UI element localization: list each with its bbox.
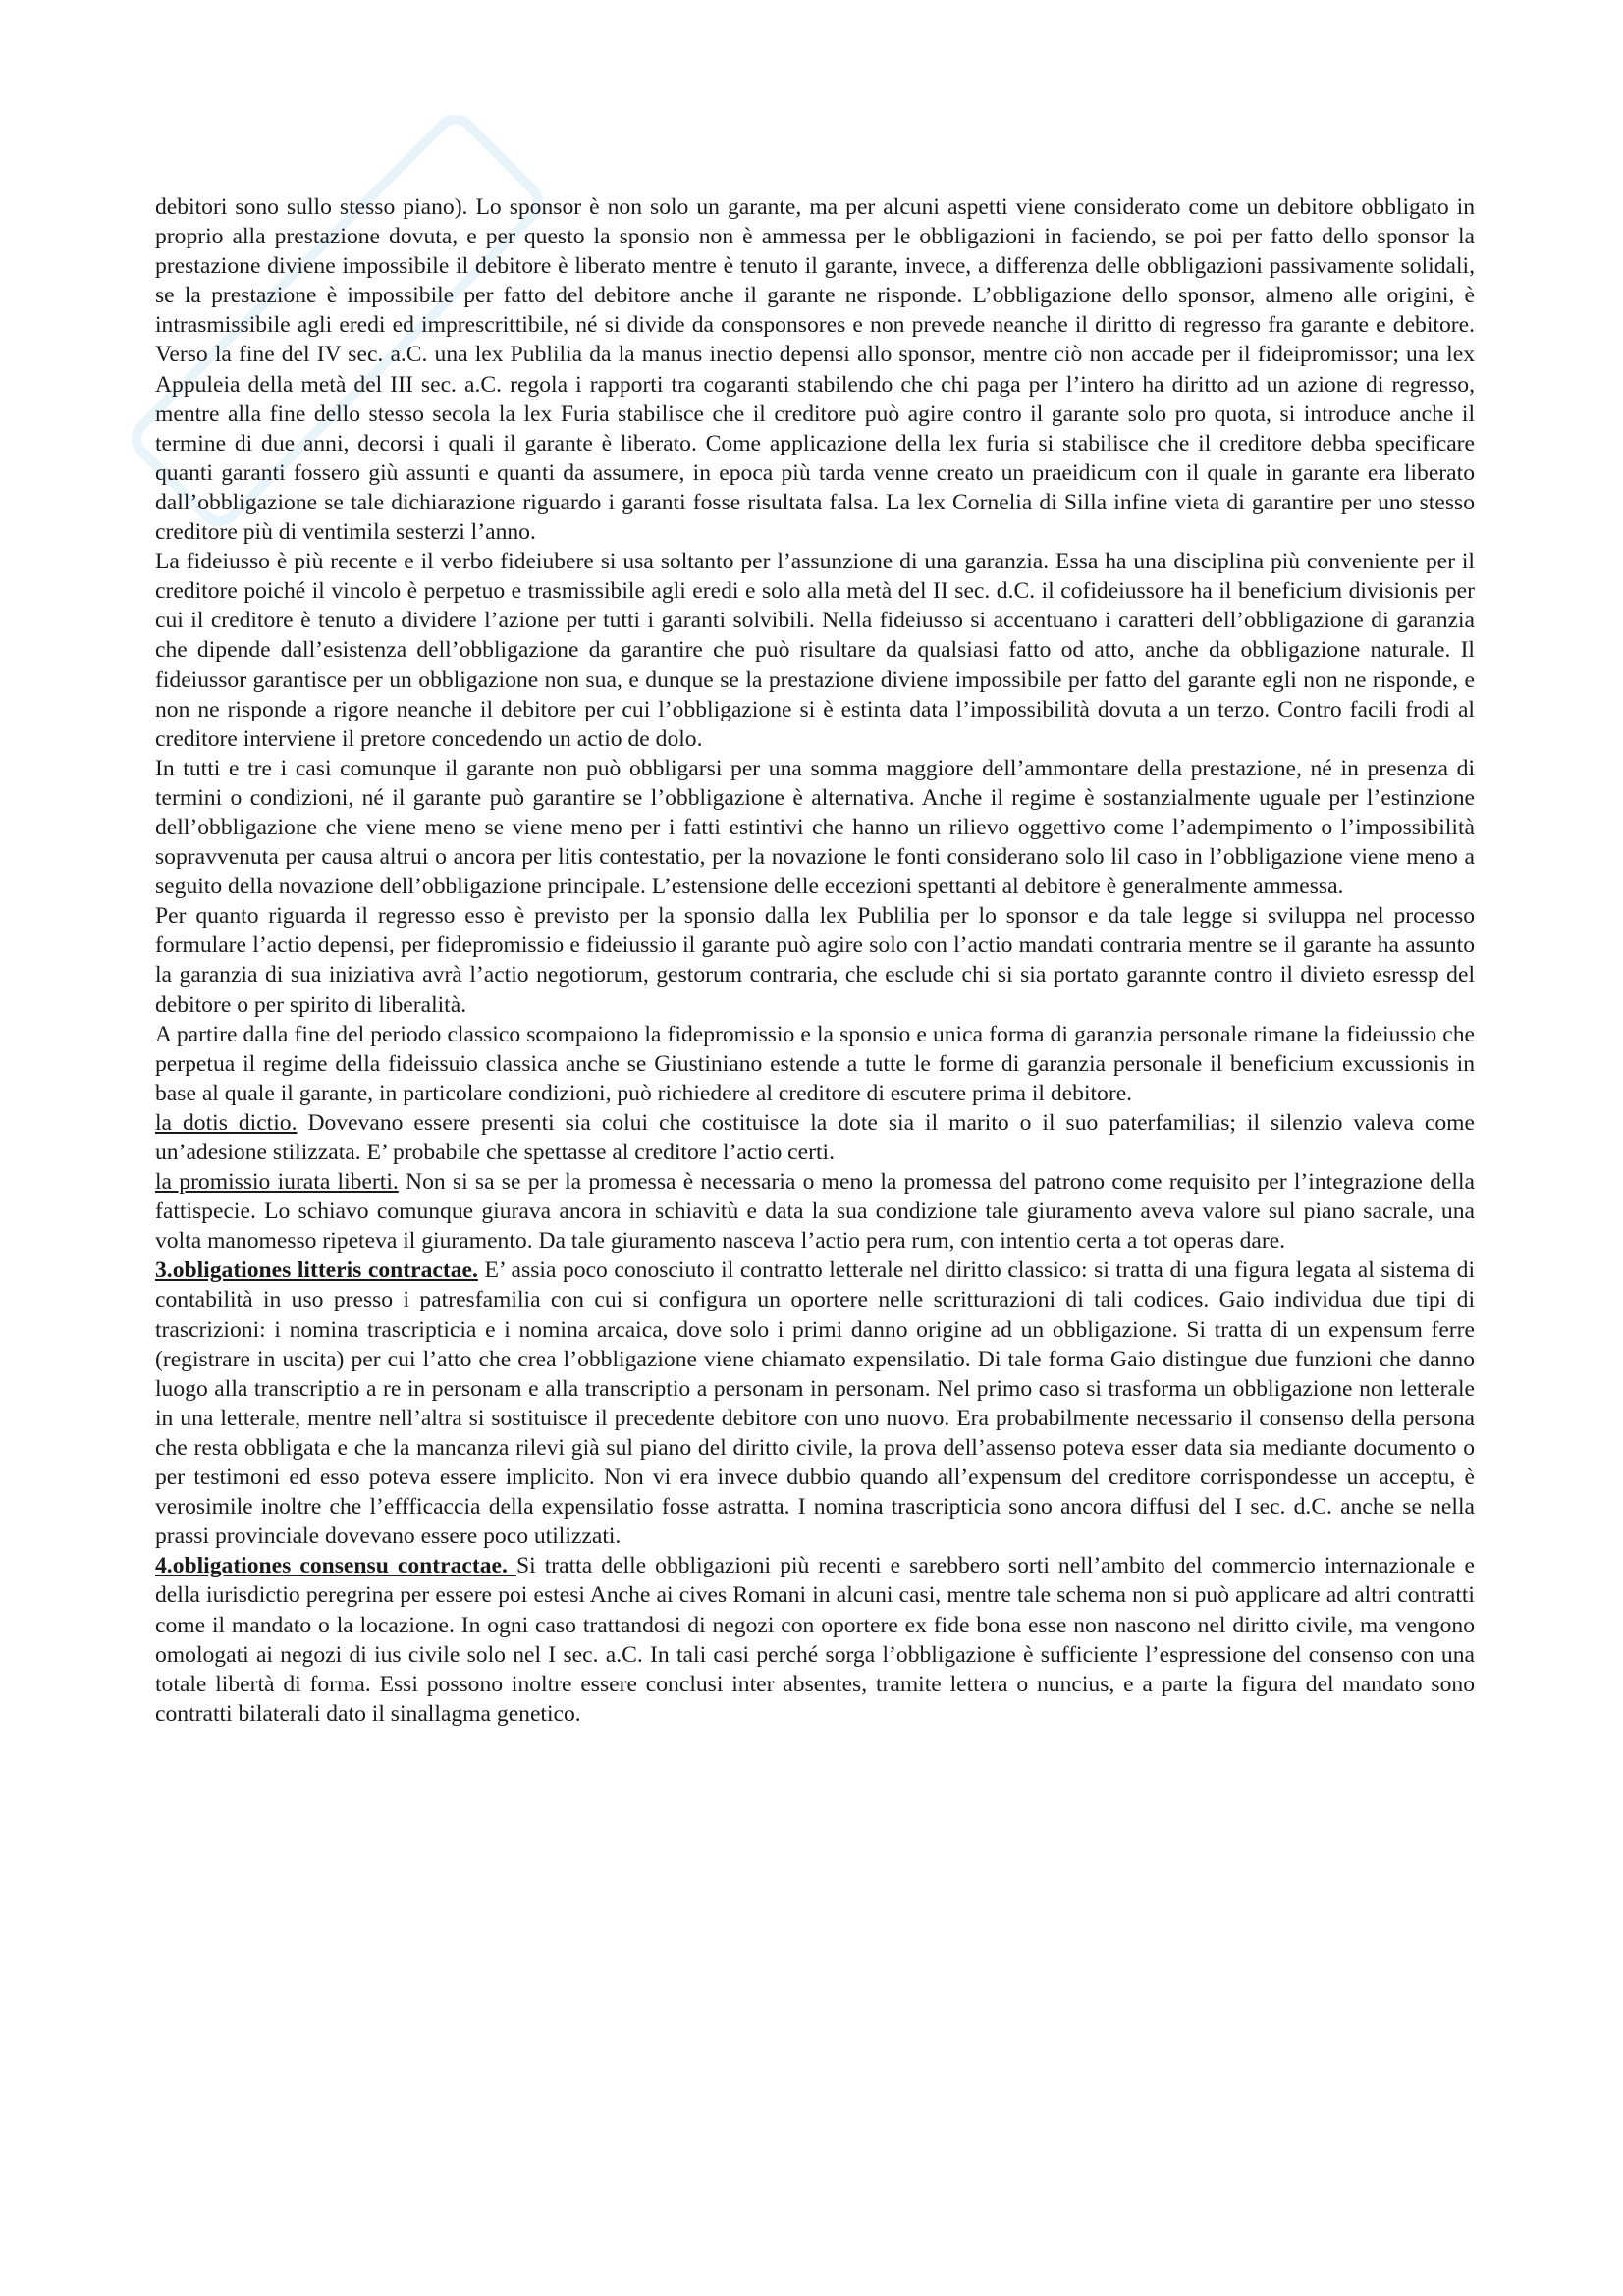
paragraph-common-rules: In tutti e tre i casi comunque il garante non può obbligarsi per una somma maggiore dell’ammontare della prestazione, né in presenza di termini o condizioni, né il garante può garantire se l’obbligazione è alternativa. Anche il regime è sostanzialmente uguale per l’estinzione dell’obbligazione che viene meno se viene meno per i fatti estintivi che hanno un rilievo oggettivo come l’adempimento o l’impossibilità sopravvenuta per causa altrui o ancora per litis contestatio, per la novazione le fonti considerano solo lil caso in l’obbligazione viene meno a seguito della novazione dell’obbligazione principale. L’estensione delle eccezioni spettanti al debitore è generalmente ammessa. [155,755,1475,900]
paragraph-consensu [155,1551,1475,1729]
dotis-heading: la dotis dictio. [155,1109,298,1136]
promissio-text: Non si sa se per la promessa è necessaria o meno la promessa del patrono come requisito per l’integrazione della fattispecie. Lo schiavo comunque giurava ancora in schiavitù e data la sua condizione tale giuramento aveva valore sul piano sacrale, una volta manomesso ripeteva il giuramento. Da tale giuramento nasceva l’actio pera rum, con intentio certa a tot operas dare. [155,1169,1475,1255]
dotis-text: Dovevano essere presenti sia colui che costituisce la dote sia il marito o il suo paterfamilias; il silenzio valeva come un’adesione stilizzata. E’ probabile che spettasse al creditore l’actio certi. [155,1109,1475,1165]
paragraph-regresso: Per quanto riguarda il regresso esso è previsto per la sponsio dalla lex Publilia per lo sponsor e da tale legge si sviluppa nel processo formulare l’actio depensi, per fidepromissio e fideiussio il garante può agire solo con l’actio mandati contraria mentre se il garante ha assunto la garanzia di sua iniziativa avrà l’actio negotiorum, gestorum contraria, che esclude chi si sia portato garannte contro il divieto esressp del debitore o per spirito di liberalità. [155,903,1475,1018]
paragraph-dotis-dictio [155,1108,1475,1167]
paragraph-litteris [155,1255,1475,1551]
consensu-heading: 4.obligationes consensu contractae. [155,1553,516,1579]
paragraph-late-classical: A partire dalla fine del periodo classico scompaiono la fidepromissio e la sponsio e unica forma di garanzia personale rimane la fideiussio che perpetua il regime della fideissuio classica anche se Giustiniano estende a tutte le forme di garanzia personale il beneficium excussionis in base al quale il garante, in particolare condizioni, può richiedere al creditore di escutere prima il debitore. [155,1021,1475,1106]
paragraph-fideiussio: La fideiusso è più recente e il verbo fideiubere si usa soltanto per l’assunzione di una garanzia. Essa ha una disciplina più conveniente per il creditore poiché il vincolo è perpetuo e trasmissibile agli eredi e solo alla metà del II sec. d.C. il cofideiussore ha il beneficium divisionis per cui il creditore è tenuto a dividere l’azione per tutti i garanti solvibili. Nella fideiusso si accentuano i caratteri dell’obbligazione di garanzia che dipende dall’esistenza dell’obbligazione da garantire che può risultare da qualsiasi fatto od atto, anche da obbligazione naturale. Il fideiussor garantisce per un obbligazione non sua, e dunque se la prestazione diviene impossibile per fatto del garante egli non ne risponde, e non ne risponde a rigore neanche il debitore per cui l’obbligazione si è estinta data l’impossibilità dovuta a un terzo. Contro facili frodi al creditore interviene il pretore concedendo un actio de dolo. [155,549,1475,752]
paragraph-promissio [155,1167,1475,1255]
document-body [155,192,1475,1729]
promissio-heading: la promissio iurata liberti. [155,1169,399,1196]
paragraph-sponsor: debitori sono sullo stesso piano). Lo sponsor è non solo un garante, ma per alcuni aspetti viene considerato come un debitore obbligato in proprio alla prestazione dovuta, e per questo la sponsio non è ammessa per le obbligazioni in faciendo, se poi per fatto dello sponsor la prestazione diviene impossibile il debitore è liberato mentre è tenuto il garante, invece, a differenza delle obbligazioni passivamente solidali, se la prestazione è impossibile per fatto del debitore anche il garante ne risponde. L’obbligazione dello sponsor, almeno alle origini, è intrasmissibile agli eredi ed imprescrittibile, né si divide da consponsores e non prevede neanche il diritto di regresso fra garante e debitore. Verso la fine del IV sec. a.C. una lex Publilia da la manus inectio depensi allo sponsor, mentre ciò non accade per il fideipromissor; una lex Appuleia della metà del III sec. a.C. regola i rapporti tra cogaranti stabilendo che chi paga per l’intero ha diritto ad un azione di regresso, mentre alla fine dello stesso secola la lex Furia stabilisce che il creditore può agire contro il garante solo pro quota, si introduce anche il termine di due anni, decorsi i quali il garante è liberato. Come applicazione della lex furia si stabilisce che il creditore debba specificare quanti garanti fossero giù assunti e quanti da assumere, in epoca più tarda venne creato un praeidicum con il quale in garante era liberato dall’obbligazione se tale dichiarazione riguardo i garanti fosse risultata falsa. La lex Cornelia di Silla infine vieta di garantire per uno stesso creditore più di ventimila sesterzi l’anno. [155,194,1475,546]
consensu-text: Si tratta delle obbligazioni più recenti e sarebbero sorti nell’ambito del commercio internazionale e della iurisdictio peregrina per essere poi estesi Anche ai cives Romani in alcuni casi, mentre tale schema non si può applicare ad altri contratti come il mandato o la locazione. In ogni caso trattandosi di negozi con oportere ex fide bona esse non nascono nel diritto civile, ma vengono omologati ai negozi di ius civile solo nel I sec. a.C. In tali casi perché sorga l’obbligazione è sufficiente l’espressione del consenso con una totale libertà di forma. Essi possono inoltre essere conclusi inter absentes, tramite lettera o nuncius, e a parte la figura del mandato sono contratti bilaterali dato il sinallagma genetico. [155,1553,1475,1727]
litteris-heading: 3.obligationes litteris contractae. [155,1257,478,1284]
litteris-text: E’ assia poco conosciuto il contratto letterale nel diritto classico: si tratta di una figura legata al sistema di contabilità in uso presso i patresfamilia con cui si configura un oportere nelle scritturazioni di tali codices. Gaio individua due tipi di trascrizioni: i nomina trascripticia e i nomina arcaica, dove solo i primi danno origine ad un obbligazione. Si tratta di un expensum ferre (registrare in uscita) per cui l’atto che crea l’obbligazione viene chiamato expensilatio. Di tale forma Gaio distingue due funzioni che danno luogo alla transcriptio a re in personam e alla transcriptio a personam in personam. Nel primo caso si trasforma un obbligazione non letterale in una letterale, mentre nell’altra si sostituisce il precedente debitore con uno nuovo. Era probabilmente necessario il consenso della persona che resta obbligata e che la mancanza rilevi già sul piano del diritto civile, la prova dell’assenso poteva esser data sia mediante documento o per testimoni ed esso poteva essere implicito. Non vi era invece dubbio quando all’expensum del creditore corrispondesse un acceptu, è verosimile inoltre che l’effficaccia della expensilatio fosse astratta. I nomina trascripticia sono ancora diffusi del I sec. d.C. anche se nella prassi provinciale dovevano essere poco utilizzati. [155,1257,1475,1550]
